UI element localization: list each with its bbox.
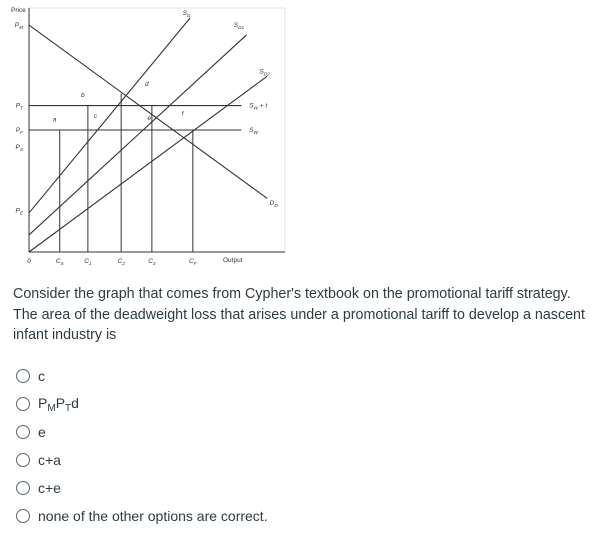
point-label: f: [181, 110, 184, 118]
option-c[interactable]: [16, 362, 436, 390]
x-tick-label: 0: [27, 258, 31, 265]
curve-s-d2-label: $S_{D2}$: [259, 68, 270, 77]
x-axis-label: Output: [223, 257, 243, 264]
option-none[interactable]: [16, 502, 436, 530]
option-label: c: [38, 368, 45, 384]
question-text: Consider the graph that comes from Cypher's textbook on the promotional tariff strategy. The area of the deadweight loss that arises under a promotional tariff to develop a nascent infant industry is: [13, 286, 585, 343]
x-tick-label: $C_2$: [117, 258, 125, 266]
option-d: d: [71, 394, 79, 411]
point-label: e: [147, 115, 152, 123]
point-label: a: [52, 116, 57, 124]
y-tick-label: $P_T$: [15, 102, 23, 111]
option-e[interactable]: [16, 418, 436, 446]
curve-s-d-label: $S_D$: [182, 9, 191, 18]
radio-button[interactable]: [16, 369, 30, 383]
curve-s-d1-label: $S_{D1}$: [233, 22, 245, 31]
option-label: [38, 395, 79, 414]
radio-button[interactable]: [16, 481, 30, 495]
y-axis-label: Price: [11, 7, 26, 14]
answer-options: [16, 362, 436, 530]
point-label: b: [80, 92, 85, 100]
curve-d-d-label: $D_D$: [269, 200, 278, 209]
y-tick-label: $P_F$: [15, 127, 23, 135]
option-label: e: [38, 424, 46, 440]
option-label: c+a: [38, 452, 61, 468]
option-p: P: [38, 394, 48, 411]
x-tick-label: $C_F$: [189, 258, 197, 266]
radio-button[interactable]: [16, 453, 30, 467]
point-label: c: [93, 112, 98, 120]
option-pmptd[interactable]: [16, 390, 436, 418]
option-c-plus-a[interactable]: [16, 446, 436, 474]
y-tick-label: $P_E$: [15, 207, 23, 216]
curve-s-w-label: $S_W$: [249, 127, 258, 135]
radio-button[interactable]: [16, 397, 30, 411]
x-tick-label: $C_3$: [148, 258, 156, 266]
option-label: c+e: [38, 480, 61, 496]
option-label: none of the other options are correct.: [38, 508, 268, 524]
option-p2: P: [55, 394, 66, 411]
option-sub-t: T: [65, 402, 72, 414]
curve-s-w-t-label: $S_W + t$: [249, 102, 268, 111]
y-tick-label: $P_M$: [14, 22, 23, 31]
y-tick-label: $P_S$: [15, 144, 23, 153]
x-tick-label: $C_S$: [55, 258, 64, 266]
radio-button[interactable]: [16, 509, 30, 523]
option-c-plus-e[interactable]: [16, 474, 436, 502]
radio-button[interactable]: [16, 425, 30, 439]
option-sub-m: M: [47, 402, 56, 414]
point-label: d: [144, 81, 149, 89]
x-tick-label: $C_1$: [84, 258, 92, 266]
